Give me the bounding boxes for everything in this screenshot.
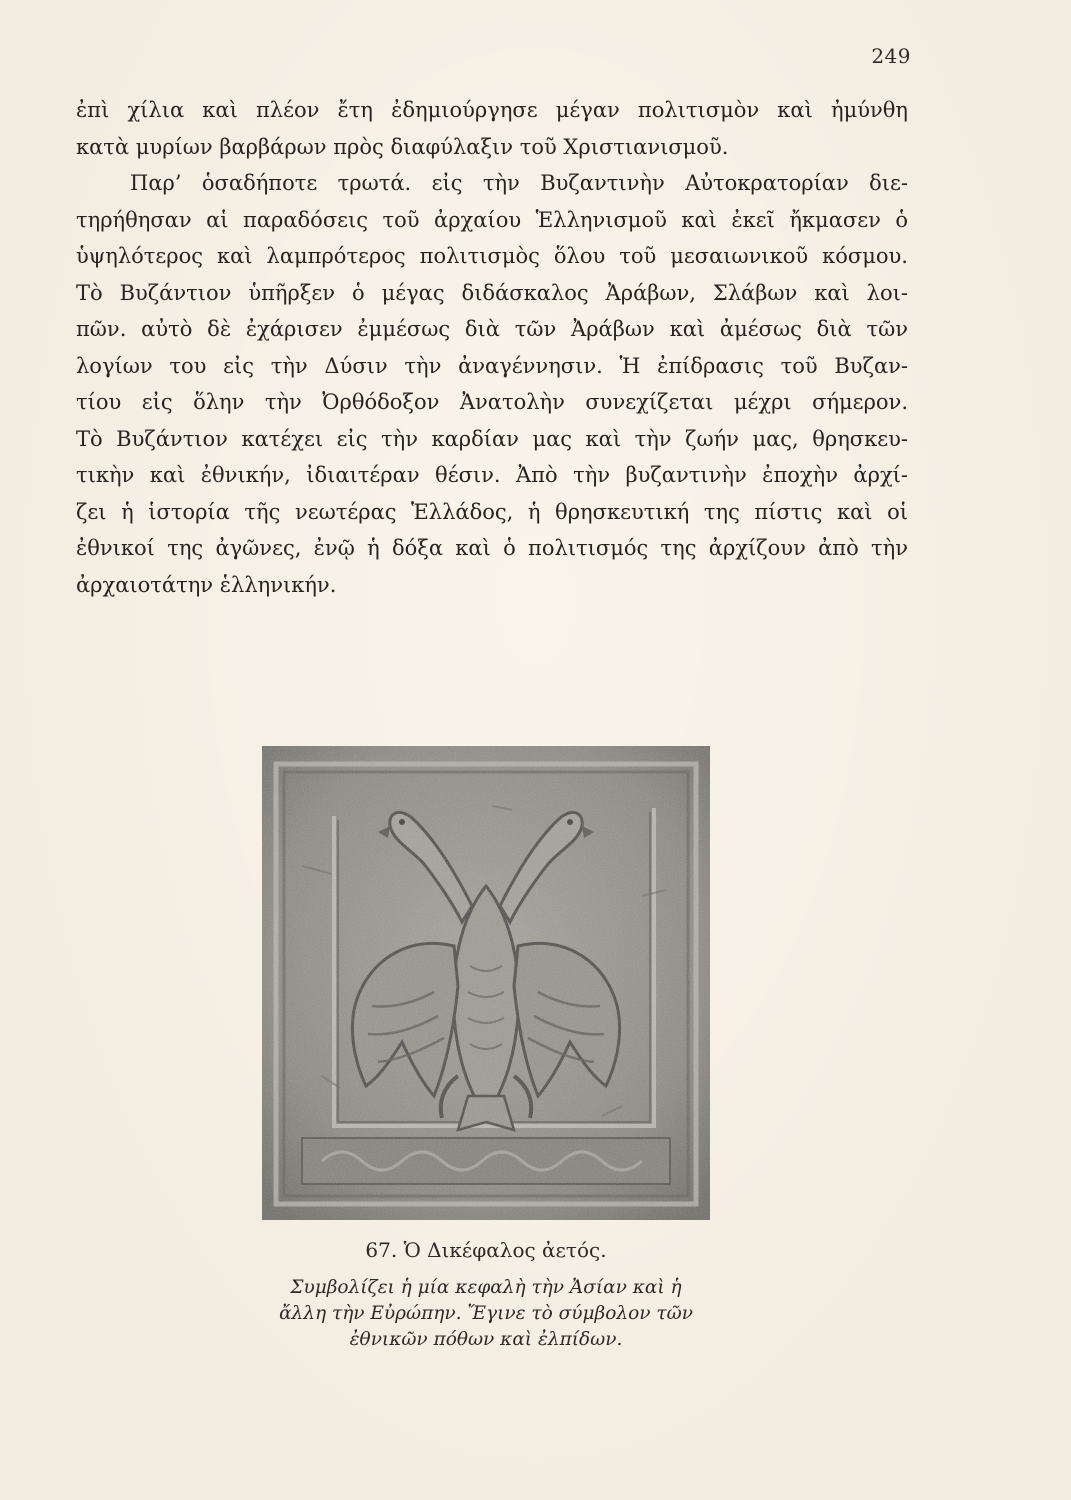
body-text (76, 92, 908, 603)
text-line: τηρήθησαν αἱ παραδόσεις τοῦ ἀρχαίου Ἑλληνισμοῦ καὶ ἐκεῖ ἤκμασεν ὁ (76, 207, 908, 232)
text-line: ζει ἡ ἱστορία τῆς νεωτέρας Ἑλλάδος, ἡ θρησκευτική της πίστις καὶ οἱ (76, 499, 908, 524)
text-line: ἀρχαιοτάτην ἑλληνικήν. (76, 572, 337, 597)
double-headed-eagle-relief-photo (262, 746, 710, 1220)
text-line: τικὴν καὶ ἐθνικήν, ἰδιαιτέραν θέσιν. Ἀπὸ τὴν βυζαντινὴν ἐποχὴν ἀρχί- (76, 463, 908, 487)
text-line: πῶν. αὐτὸ δὲ ἐχάρισεν ἐμμέσως διὰ τῶν Ἀράβων καὶ ἀμέσως διὰ τῶν (76, 317, 908, 341)
page-number: 249 (871, 44, 911, 68)
figure-caption-line: Συμβολίζει ἡ μία κεφαλὴ τὴν Ἀσίαν καὶ ἡ (290, 1277, 682, 1298)
text-line: τίου εἰς ὅλην τὴν Ὀρθόδοξον Ἀνατολὴν συνεχίζεται μέχρι σήμερον. (76, 390, 908, 414)
figure-caption-title: 67. Ὁ Δικέφαλος ἀετός. (365, 1238, 607, 1262)
text-line: ὑψηλότερος καὶ λαμπρότερος πολιτισμὸς ὅλου τοῦ μεσαιωνικοῦ κόσμου. (76, 244, 908, 268)
text-line: λογίων του εἰς τὴν Δύσιν τὴν ἀναγέννησιν. Ἡ ἐπίδρασις τοῦ Βυζαν- (76, 353, 908, 378)
text-line: Τὸ Βυζάντιον ὑπῆρξεν ὁ μέγας διδάσκαλος Ἀράβων, Σλάβων καὶ λοι- (76, 280, 908, 305)
figure-caption-line: ἐθνικῶν πόθων καὶ ἐλπίδων. (349, 1329, 623, 1350)
text-line: κατὰ μυρίων βαρβάρων πρὸς διαφύλαξιν τοῦ Χριστιανισμοῦ. (76, 134, 729, 159)
figure-caption-line: ἄλλη τὴν Εὐρώπην. Ἔγινε τὸ σύμβολον τῶν (279, 1303, 693, 1324)
text-line: Τὸ Βυζάντιον κατέχει εἰς τὴν καρδίαν μας καὶ τὴν ζωήν μας, θρησκευ- (76, 426, 908, 451)
text-line: ἐθνικοί της ἀγῶνες, ἐνῷ ἡ δόξα καὶ ὁ πολιτισμός της ἀρχίζουν ἀπὸ τὴν (76, 536, 908, 560)
text-line: ἐπὶ χίλια καὶ πλέον ἔτη ἐδημιούργησε μέγαν πολιτισμὸν καὶ ἠμύνθη (76, 98, 908, 122)
text-line: Παρ’ ὁσαδήποτε τρωτά. εἰς τὴν Βυζαντινὴν Αὐτοκρατορίαν διε- (130, 171, 908, 195)
